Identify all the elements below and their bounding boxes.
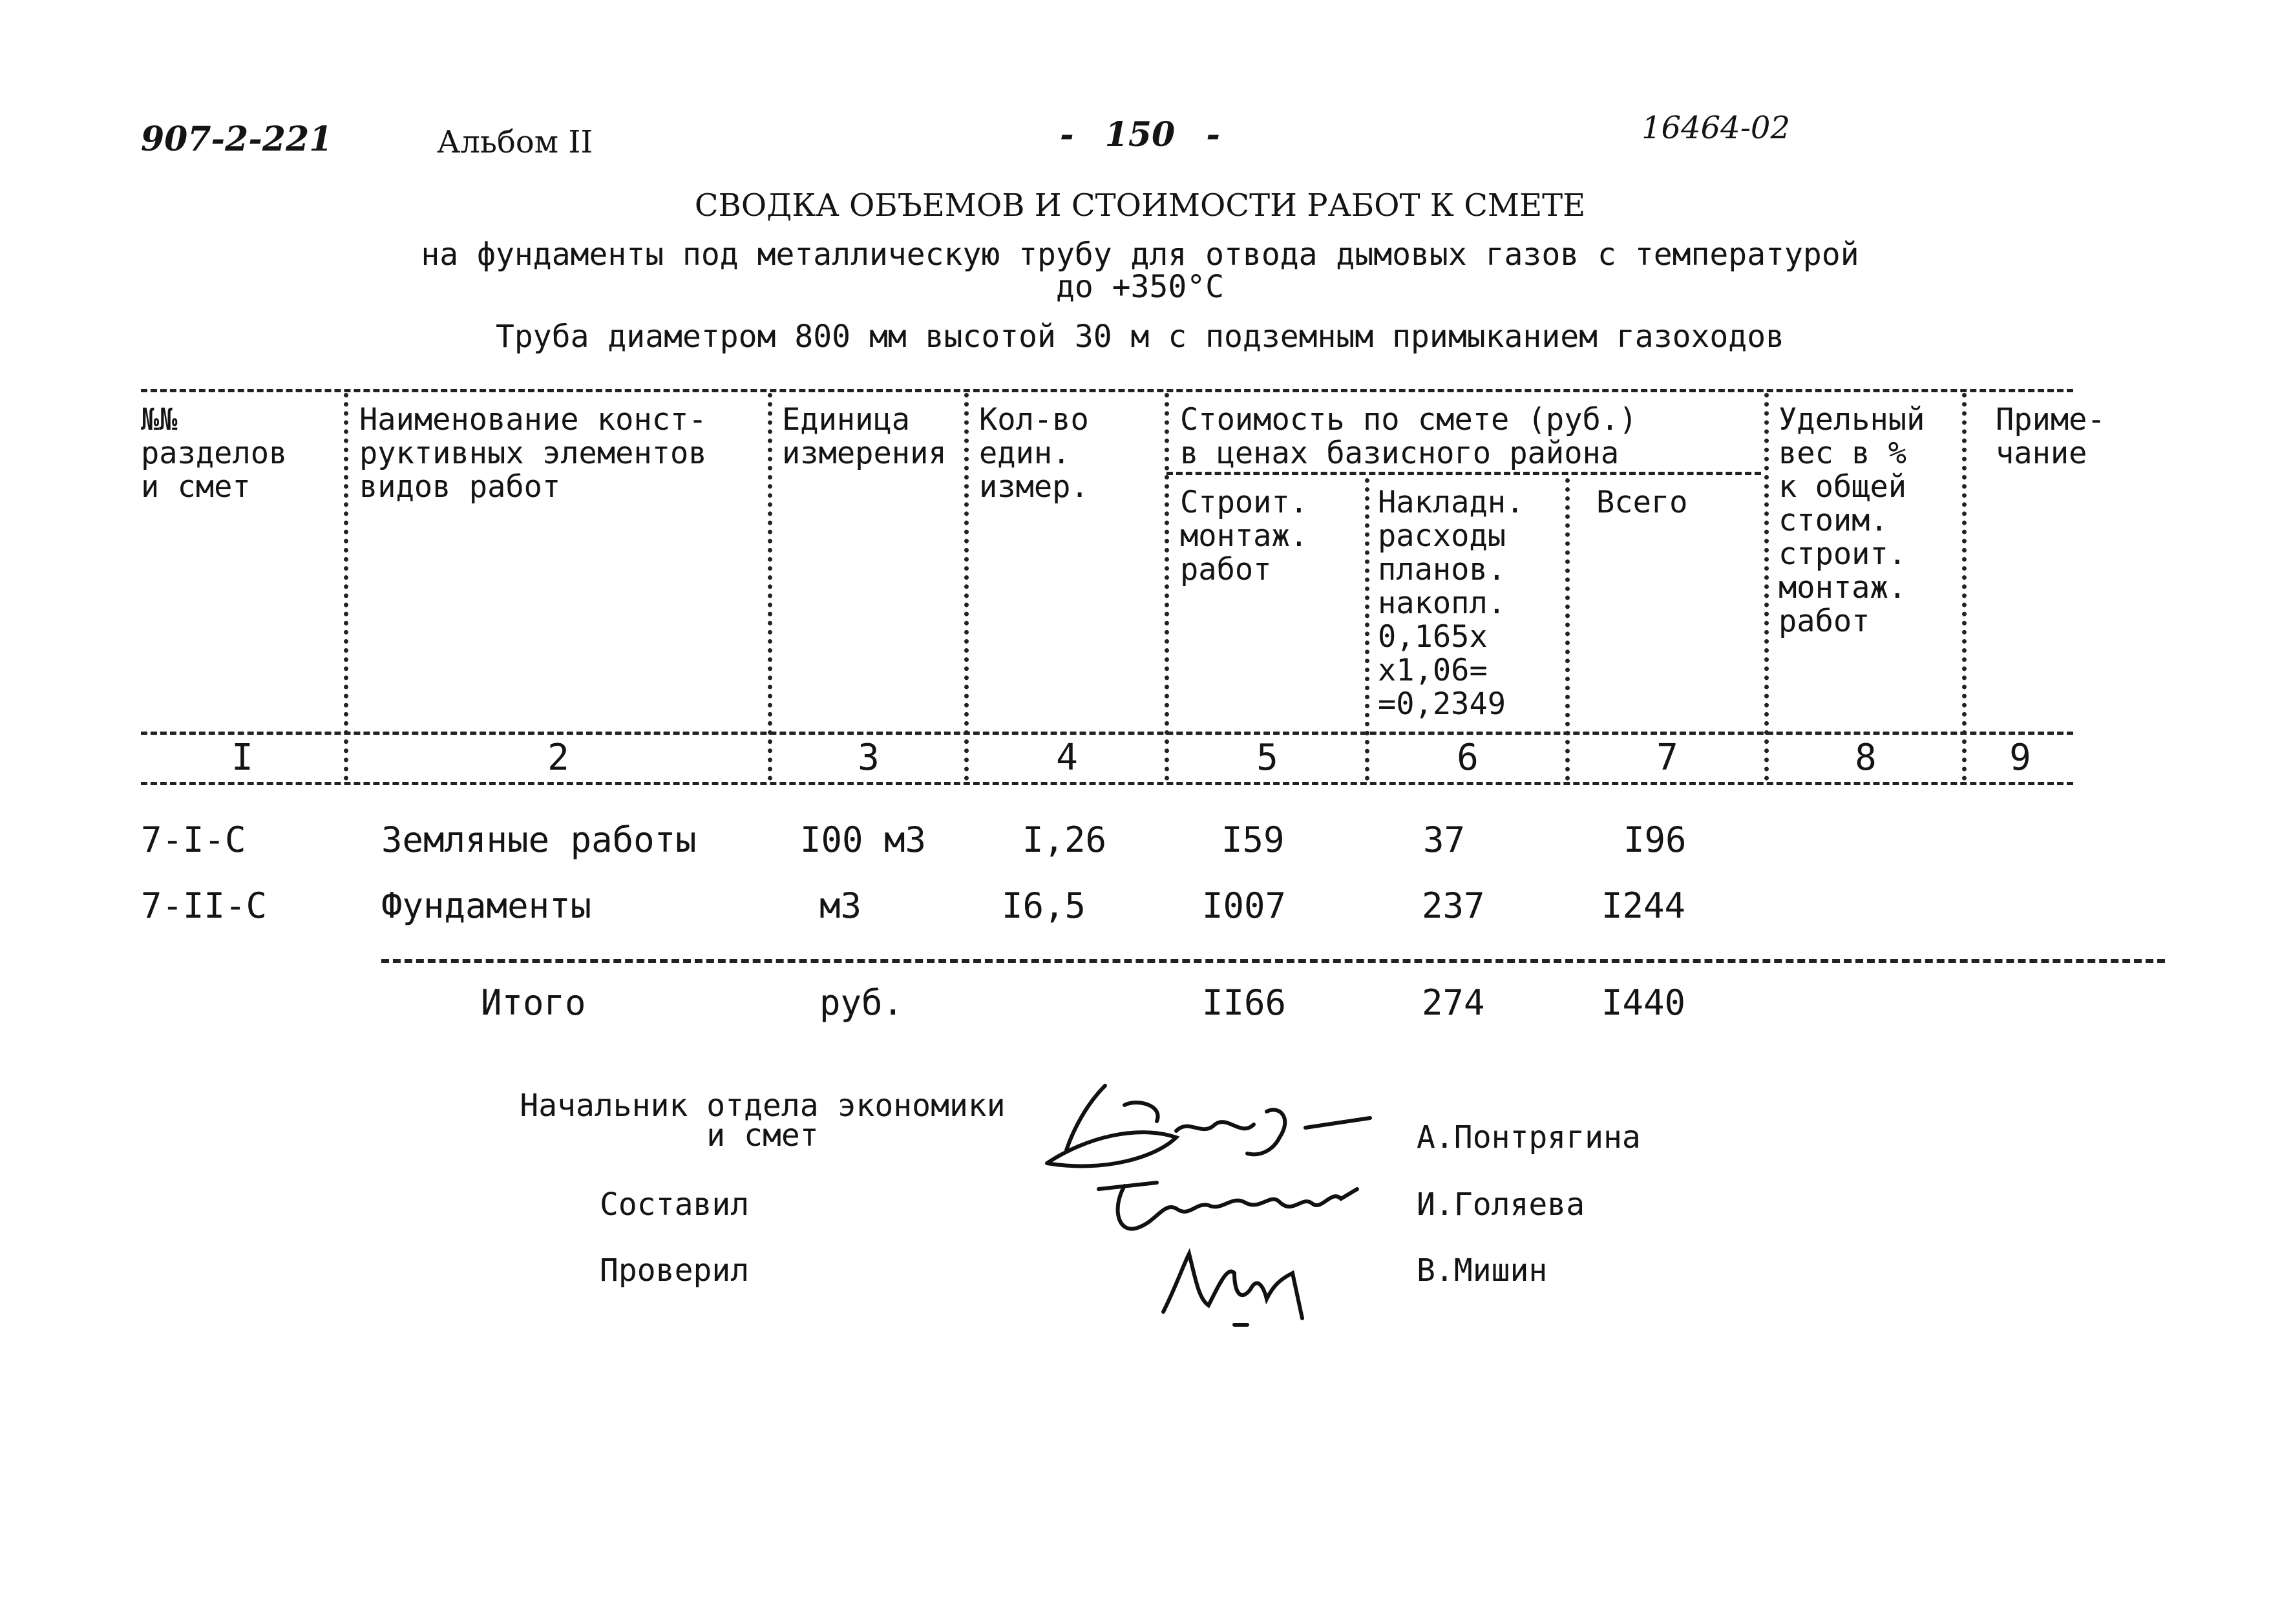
column-separator — [964, 393, 969, 781]
total-unit: руб. — [819, 982, 904, 1023]
column-number: 8 — [1855, 737, 1877, 779]
table-row — [0, 819, 2280, 865]
column-header-note: Приме- чание — [1996, 402, 2106, 471]
column-separator — [1962, 393, 1967, 781]
signatory-name: В.Мишин — [1417, 1252, 1548, 1289]
column-separator — [1365, 478, 1369, 781]
column-separator — [1565, 478, 1570, 781]
row-quantity: I,26 — [1022, 819, 1107, 860]
total-label: Итого — [481, 982, 586, 1023]
column-header-cost-group: Стоимость по смете (руб.) в ценах базисного района — [1180, 402, 1638, 471]
column-separator — [768, 393, 772, 781]
total-construction-cost: II66 — [1202, 982, 1287, 1023]
table-top-border — [141, 389, 2073, 392]
column-number: 2 — [547, 737, 569, 779]
column-header-name: Наименование конст- руктивных элементов видов работ — [359, 402, 707, 505]
row-name: Земляные работы — [381, 819, 697, 860]
column-number: 4 — [1056, 737, 1078, 779]
column-header-share: Удельный вес в % к общей стоим. строит. монтаж. работ — [1779, 402, 1925, 639]
signature-checker — [1137, 1228, 1331, 1331]
row-construction-cost: I007 — [1202, 885, 1287, 926]
column-number: I — [231, 737, 253, 779]
title-subject: на фундаменты под металлическую трубу для отвода дымовых газов с температурой — [421, 237, 1859, 273]
table-row — [0, 885, 2280, 931]
column-header-sections: №№ разделов и смет — [141, 402, 288, 505]
row-unit: м3 — [819, 885, 862, 926]
summary-title: СВОДКА ОБЪЕМОВ И СТОИМОСТИ РАБОТ К СМЕТЕ — [694, 187, 1586, 224]
row-total: I96 — [1623, 819, 1687, 860]
row-overhead: 237 — [1422, 885, 1485, 926]
column-number: 9 — [2009, 737, 2031, 779]
signatory-role: Проверил — [600, 1252, 750, 1289]
row-overhead: 37 — [1423, 819, 1466, 860]
title-pipe-spec: Труба диаметром 800 мм высотой 30 м с подземным примыканием газоходов — [496, 319, 1784, 355]
signatory-name: И.Голяева — [1417, 1186, 1585, 1223]
signatory-name: А.Понтрягина — [1417, 1119, 1641, 1155]
album-label: Альбом II — [437, 124, 593, 160]
inventory-number: 16464-02 — [1641, 110, 1790, 146]
total-overhead: 274 — [1422, 982, 1485, 1023]
column-number: 7 — [1656, 737, 1678, 779]
row-construction-cost: I59 — [1221, 819, 1285, 860]
row-code: 7-II-С — [141, 885, 268, 926]
total-separator — [381, 959, 2165, 963]
row-name: Фундаменты — [381, 885, 592, 926]
column-number: 5 — [1256, 737, 1278, 779]
page-number: - 150 - — [1060, 115, 1220, 154]
column-header-total: Всего — [1596, 485, 1688, 520]
column-header-overhead: Накладн. расходы планов. накопл. 0,165х х1,06= =0,2349 — [1378, 485, 1525, 722]
row-quantity: I6,5 — [1002, 885, 1086, 926]
cost-group-divider — [1166, 472, 1761, 475]
column-separator — [1165, 393, 1169, 781]
column-header-construction: Строит. монтаж. работ — [1180, 485, 1309, 587]
column-separator — [1764, 393, 1769, 781]
numbers-bottom-border — [141, 782, 2073, 785]
row-code: 7-I-С — [141, 819, 246, 860]
document-code: 907-2-221 — [141, 120, 333, 159]
row-unit: I00 м3 — [800, 819, 927, 860]
column-header-unit: Единица измерения — [782, 402, 947, 471]
title-temperature: до +350°С — [1055, 269, 1225, 305]
signatory-role: Начальник отдела экономики и смет — [520, 1088, 1006, 1154]
column-header-quantity: Кол-во един. измер. — [979, 402, 1089, 505]
signatory-role: Составил — [600, 1186, 750, 1223]
column-number: 6 — [1457, 737, 1479, 779]
header-bottom-border — [141, 732, 2073, 735]
total-sum: I440 — [1601, 982, 1686, 1023]
total-row — [0, 982, 2280, 1028]
row-total: I244 — [1601, 885, 1686, 926]
column-separator — [344, 393, 348, 781]
column-number: 3 — [858, 737, 880, 779]
